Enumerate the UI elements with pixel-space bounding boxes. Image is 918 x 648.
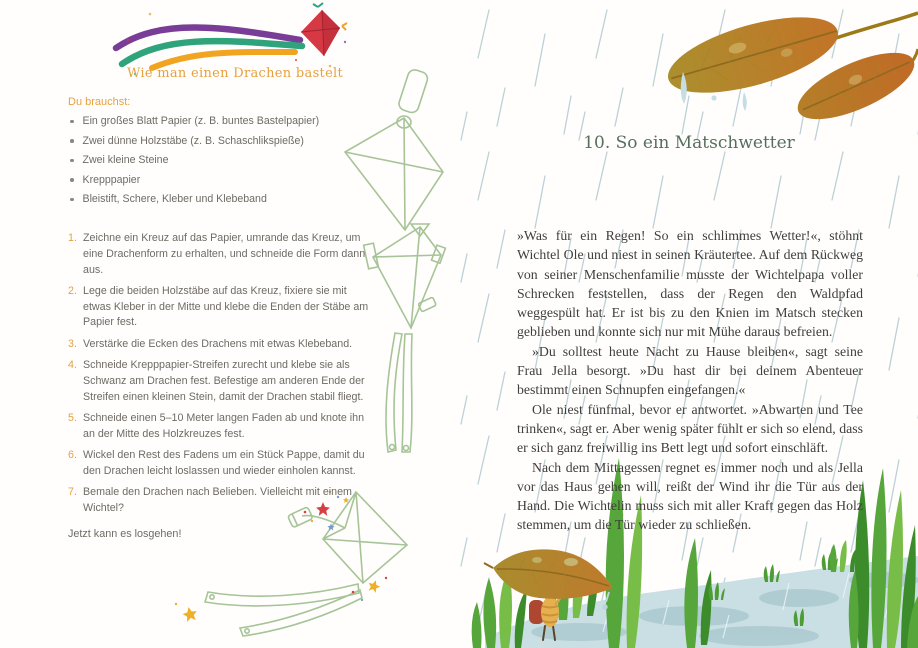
material-label: Zwei kleine Steine <box>82 154 169 166</box>
leaf-stem <box>836 13 918 38</box>
material-label: Krepppapier <box>82 173 141 186</box>
step-text: Schneide Krepppapier-Streifen zurecht und klebe sie als Schwanz am Drachen fest. Befestige am anderen Ende der Streifen einen kleinen Stein, damit der Drachen stabil fliegt. <box>83 359 365 403</box>
step-item <box>68 358 371 405</box>
step-number: 4. <box>68 359 77 372</box>
bullet-dot <box>70 120 74 124</box>
bullet-dot <box>70 178 74 182</box>
autumn-leaves-illustration <box>618 0 918 132</box>
step-item <box>68 411 371 443</box>
bullet-dot <box>70 159 74 163</box>
story-text <box>517 226 863 535</box>
list-item <box>68 154 370 167</box>
step-number: 3. <box>68 337 77 350</box>
chapter-title: 10. So ein Matschwetter <box>583 133 795 153</box>
materials-heading: Du brauchst: <box>68 96 131 108</box>
step-number: 5. <box>68 411 77 424</box>
step-item <box>68 284 371 331</box>
step-text: Schneide einen 5–10 Meter langen Faden ab und knote ihn an der Mitte des Holzkreuzes fest. <box>83 411 365 440</box>
material-label: Zwei dünne Holzstäbe (z. B. Schaschlikspieße) <box>82 134 304 147</box>
story-paragraph: »Was für ein Regen! So ein schlimmes Wetter!«, stöhnt Wichtel Ole und niest in seinen Kräutertee. Auf dem Rückweg von seiner Menschenfamilie musste der Wichtelpapa voller Schrecken feststellen, dass der Regen den Waldpfad weggespült hat. Er ist bis zu den Knien im Matsch stecken geblieben und konnte sich nur mit Mühe daraus befreien. <box>517 228 863 340</box>
list-item <box>68 193 370 206</box>
step-text: Lege die beiden Holzstäbe auf das Kreuz, fixiere sie mit etwas Kleber in der Mitte und klebe die Enden der Stäbe am Papier fest. <box>83 284 369 329</box>
story-paragraph: Ole niest fünfmal, bevor er antwortet. »Abwarten und Tee trinken«, sagt er. Aber wenig später fühlt er sich so elend, dass er sich ganz freiwillig ins Bett legt und sofort einschläft. <box>517 401 863 456</box>
story-paragraph: Nach dem Mittagessen regnet es immer noch und als Jella vor das Haus gehen will, reißt der Wind ihr die Tür aus der Hand. Die Wichtelin muss sich mit aller Kraft gegen das Holz stemmen, um die Tür wieder zu schließen. <box>517 459 863 533</box>
step-text: Wickel den Rest des Fadens um ein Stück Pappe, damit du den Drachen leicht loslassen und wieder einholen kannst. <box>83 449 365 477</box>
instruction-steps <box>68 231 371 522</box>
step-number: 1. <box>68 232 77 244</box>
step-item <box>68 337 371 353</box>
kite-sketch-streamers <box>364 224 446 452</box>
material-label: Ein großes Blatt Papier (z. B. buntes Bastelpapier) <box>82 115 320 127</box>
step-item <box>68 485 371 517</box>
list-item <box>68 135 370 148</box>
step-item <box>68 231 371 278</box>
step-item <box>68 448 371 480</box>
step-text: Bemale den Drachen nach Belieben. Vielleicht mit einem Wichtel? <box>83 486 352 514</box>
step-text: Zeichne ein Kreuz auf das Papier, umrande das Kreuz, um eine Drachenform zu erhalten, und schneide die Form dann aus. <box>83 232 366 276</box>
step-number: 2. <box>68 284 77 297</box>
bullet-dot <box>70 139 74 143</box>
bullet-dot <box>70 198 74 202</box>
step-text: Verstärke die Ecken des Drachens mit etwas Klebeband. <box>83 337 353 350</box>
closing-line: Jetzt kann es losgehen! <box>68 528 182 540</box>
kite-logo-illustration <box>116 3 347 75</box>
craft-page-title: Wie man einen Drachen bastelt <box>126 66 344 81</box>
materials-list <box>68 115 370 213</box>
step-number: 7. <box>68 486 77 499</box>
list-item <box>68 115 370 128</box>
list-item <box>68 174 370 187</box>
material-label: Bleistift, Schere, Kleber und Klebeband <box>82 193 267 205</box>
story-paragraph: »Du solltest heute Nacht zu Hause bleiben«, sagt seine Frau Jella besorgt. »Du hast dir bei deinem Abenteuer bestimmt einen Schnupfen eingefangen.« <box>517 343 863 398</box>
step-number: 6. <box>68 449 77 462</box>
